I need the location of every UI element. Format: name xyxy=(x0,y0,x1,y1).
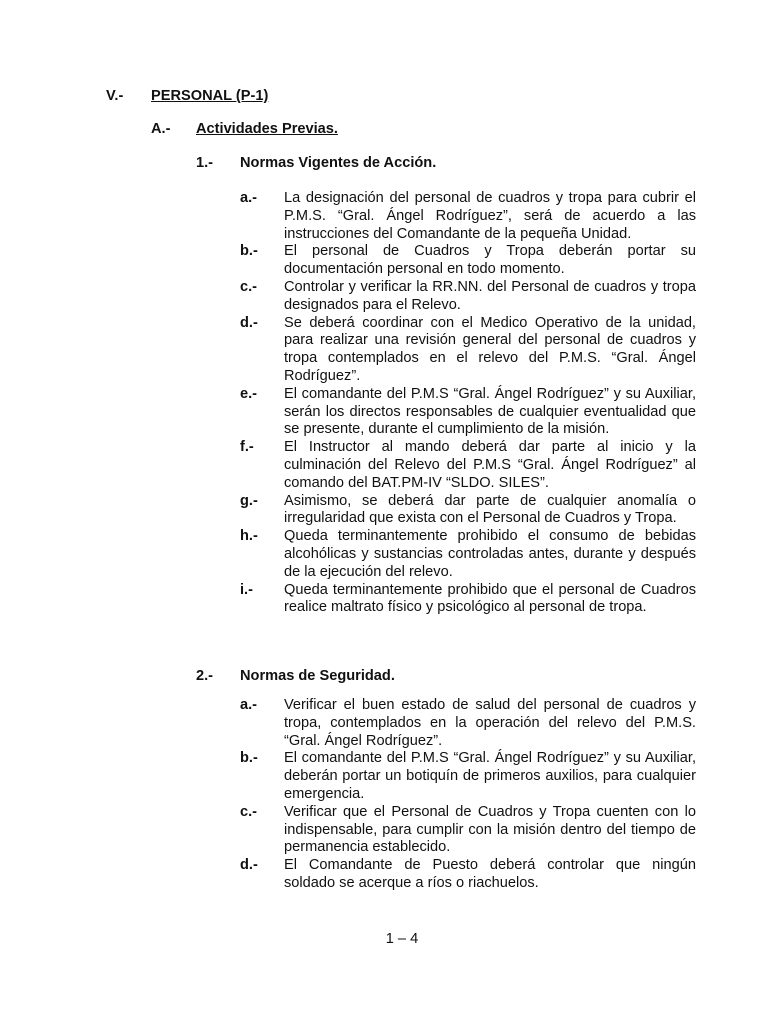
list-item xyxy=(240,190,696,243)
item-text: Controlar y verificar la RR.NN. del Personal de cuadros y tropa designados para el Relevo. xyxy=(284,278,696,313)
item-label: c.- xyxy=(240,803,258,820)
list-item xyxy=(240,528,696,581)
item-label: b.- xyxy=(240,243,258,260)
section-number: V.- xyxy=(106,88,124,104)
group2-title: Normas de Seguridad. xyxy=(240,668,395,684)
item-text: Queda terminantemente prohibido el consumo de bebidas alcohólicas y sustancias controladas antes, durante y después de la ejecución del relevo. xyxy=(284,528,696,580)
subsection-title: Actividades Previas. xyxy=(196,121,338,137)
list-item xyxy=(240,243,696,279)
list-item xyxy=(240,804,696,857)
list-item xyxy=(240,750,696,803)
item-text: El personal de Cuadros y Tropa deberán portar su documentación personal en todo momento. xyxy=(284,243,696,278)
list-item xyxy=(240,315,696,386)
item-text: Asimismo, se deberá dar parte de cualquier anomalía o irregularidad que exista con el Personal de Cuadros y Tropa. xyxy=(284,492,696,527)
item-label: f.- xyxy=(240,439,254,456)
list-item xyxy=(240,493,696,529)
page-number: 1 – 4 xyxy=(385,931,419,947)
item-text: Verificar el buen estado de salud del personal de cuadros y tropa, contemplados en la operación del relevo del P.M.S. “Gral. Ángel Rodríguez”. xyxy=(284,697,696,749)
group2-list xyxy=(240,697,696,893)
subsection-number: A.- xyxy=(151,121,171,137)
list-item xyxy=(240,582,696,618)
item-text: El comandante del P.M.S “Gral. Ángel Rodríguez” y su Auxiliar, serán los directos responsables de cualquier eventualidad que se presente, durante el cumplimiento de la misión. xyxy=(284,385,696,438)
item-label: d.- xyxy=(240,314,258,331)
section-title: PERSONAL (P-1) xyxy=(151,88,269,104)
group1-list xyxy=(240,190,696,617)
group1-number: 1.- xyxy=(196,155,214,171)
item-text: El Instructor al mando deberá dar parte al inicio y la culminación del Relevo del P.M.S “Gral. Ángel Rodríguez” al comando del BAT.PM-IV “SLDO. SILES”. xyxy=(284,439,696,491)
item-label: a.- xyxy=(240,697,258,713)
list-item xyxy=(240,279,696,315)
item-label: h.- xyxy=(240,528,258,545)
item-label: b.- xyxy=(240,750,258,767)
item-label: e.- xyxy=(240,385,258,402)
item-text: El comandante del P.M.S “Gral. Ángel Rodríguez” y su Auxiliar, deberán portar un botiquín de primeros auxilios, para cualquier emergencia. xyxy=(284,750,696,802)
list-item xyxy=(240,386,696,439)
item-label: i.- xyxy=(240,581,253,598)
item-text: Se deberá coordinar con el Medico Operativo de la unidad, para realizar una revisión general del personal de cuadros y tropa contemplados en el relevo del P.M.S. “Gral. Ángel Rodríguez”. xyxy=(284,314,696,384)
item-label: g.- xyxy=(240,492,258,509)
item-label: c.- xyxy=(240,278,258,295)
item-text: Queda terminantemente prohibido que el personal de Cuadros realice maltrato físico y psicológico al personal de tropa. xyxy=(284,581,696,616)
item-text: El Comandante de Puesto deberá controlar que ningún soldado se acerque a ríos o riachuelos. xyxy=(284,857,696,891)
item-text: Verificar que el Personal de Cuadros y Tropa cuenten con lo indispensable, para cumplir con la misión dentro del tiempo de permanencia establecido. xyxy=(284,803,696,856)
group1-title: Normas Vigentes de Acción. xyxy=(240,155,437,171)
item-label: a.- xyxy=(240,190,258,206)
list-item xyxy=(240,439,696,492)
item-text: La designación del personal de cuadros y tropa para cubrir el P.M.S. “Gral. Ángel Rodríguez”, será de acuerdo a las instrucciones del Comandante de la pequeña Unidad. xyxy=(284,190,696,242)
item-label: d.- xyxy=(240,857,258,874)
list-item xyxy=(240,857,696,893)
group2-number: 2.- xyxy=(196,668,214,684)
list-item xyxy=(240,697,696,750)
